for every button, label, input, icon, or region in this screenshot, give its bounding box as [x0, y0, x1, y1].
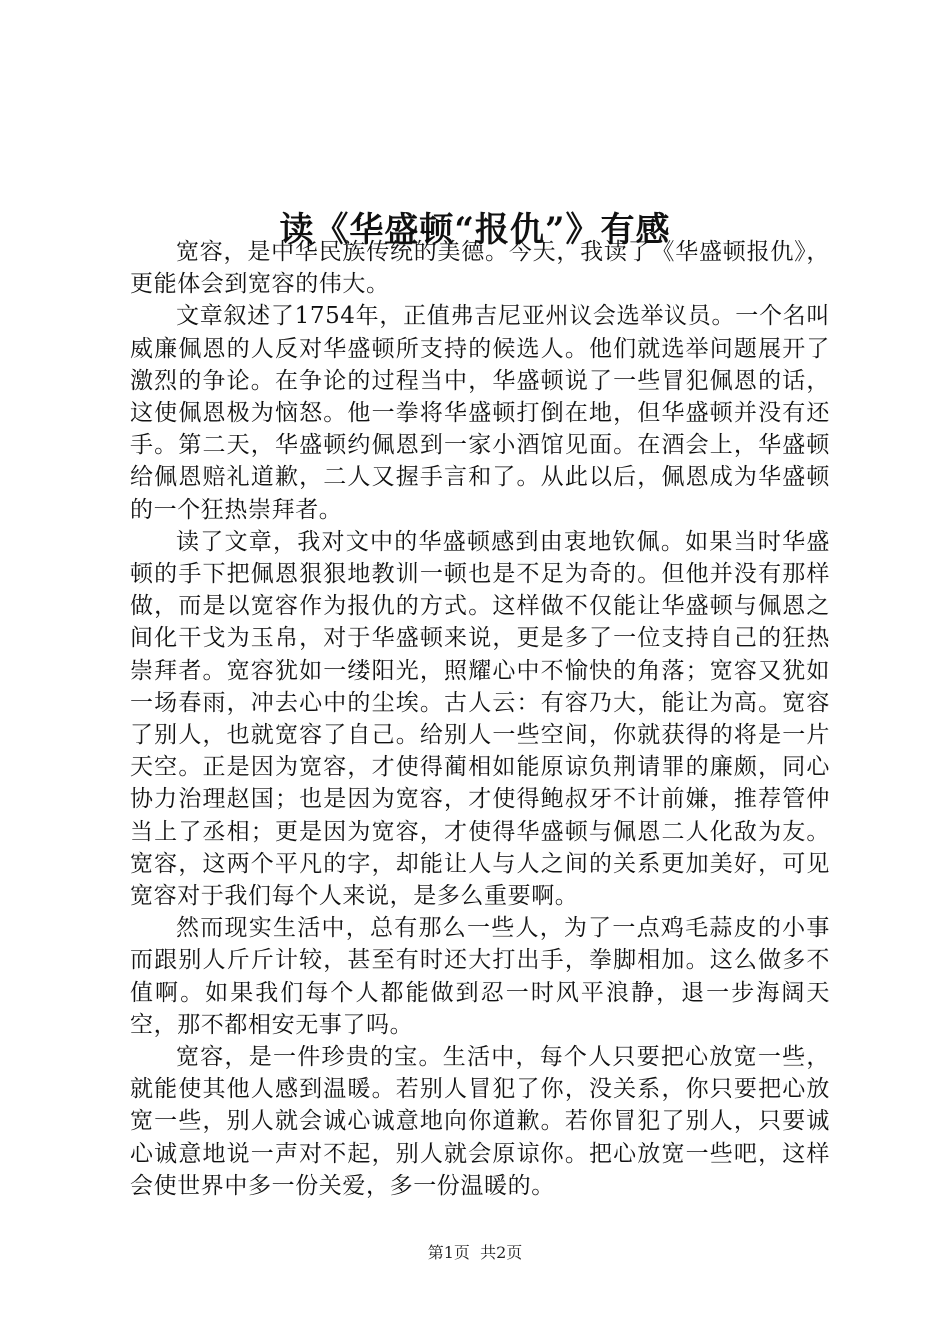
paragraph: 宽容，是中华民族传统的美德。今天，我读了《华盛顿报仇》，更能体会到宽容的伟大。 — [130, 239, 830, 298]
page-number-total: 共2页 — [480, 1243, 523, 1262]
paragraph: 宽容，是一件珍贵的宝。生活中，每个人只要把心放宽一些，就能使其他人感到温暖。若别人冒犯了你，没关系，你只要把心放宽一些，别人就会诚心诚意地向你道歉。若你冒犯了别人，只要诚心诚意地说一声对不起，别人就会原谅你。把心放宽一些吧，这样会使世界中多一份关爱，多一份温暖的。 — [130, 1044, 830, 1199]
paragraph: 读了文章，我对文中的华盛顿感到由衷地钦佩。如果当时华盛顿的手下把佩恩狠狠地教训一顿也是不足为奇的。但他并没有那样做，而是以宽容作为报仇的方式。这样做不仅能让华盛顿与佩恩之间化干戈为玉帛，对于华盛顿来说，更是多了一位支持自己的狂热崇拜者。宽容犹如一缕阳光，照耀心中不愉快的角落；宽容又犹如一场春雨，冲去心中的尘埃。古人云：有容乃大，能让为高。宽容了别人，也就宽容了自己。给别人一些空间，你就获得的将是一片天空。正是因为宽容，才使得蔺相如能原谅负荆请罪的廉颇，同心协力治理赵国；也是因为宽容，才使得鲍叔牙不计前嫌，推荐管仲当上了丞相；更是因为宽容，才使得华盛顿与佩恩二人化敌为友。宽容，这两个平凡的字，却能让人与人之间的关系更加美好，可见宽容对于我们每个人来说，是多么重要啊。 — [130, 528, 830, 910]
document-body — [130, 236, 830, 1202]
footer-separator — [470, 1243, 480, 1262]
page-number-current: 第1页 — [427, 1243, 470, 1262]
document-title: 读《华盛顿“报仇”》有感 — [279, 209, 671, 250]
page-footer — [0, 1242, 950, 1264]
paragraph: 然而现实生活中，总有那么一些人，为了一点鸡毛蒜皮的小事而跟别人斤斤计较，甚至有时还大打出手，拳脚相加。这么做多不值啊。如果我们每个人都能做到忍一时风平浪静，退一步海阔天空，那不都相安无事了吗。 — [130, 915, 830, 1038]
paragraph: 文章叙述了1754年，正值弗吉尼亚州议会选举议员。一个名叫威廉佩恩的人反对华盛顿所支持的候选人。他们就选举问题展开了激烈的争论。在争论的过程当中，华盛顿说了一些冒犯佩恩的话，这使佩恩极为恼怒。他一拳将华盛顿打倒在地，但华盛顿并没有还手。第二天，华盛顿约佩恩到一家小酒馆见面。在酒会上，华盛顿给佩恩赔礼道歉，二人又握手言和了。从此以后，佩恩成为华盛顿的一个狂热崇拜者。 — [130, 303, 830, 523]
